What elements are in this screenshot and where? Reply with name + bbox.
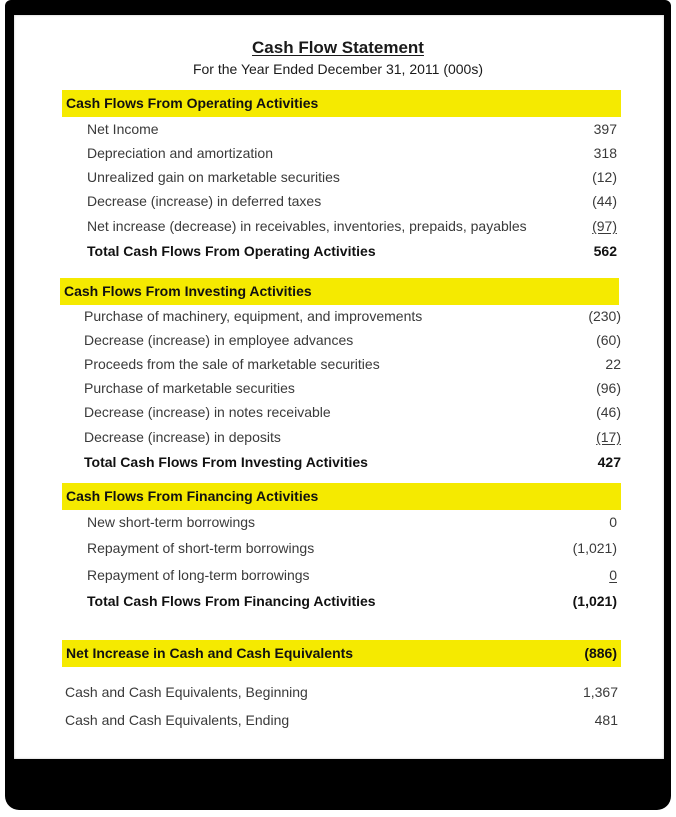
row-label: Decrease (increase) in notes receivable xyxy=(84,404,331,420)
row-label: Proceeds from the sale of marketable securities xyxy=(84,356,380,372)
operating-row xyxy=(87,167,617,187)
operating-row xyxy=(87,119,617,139)
row-label: New short-term borrowings xyxy=(87,514,256,530)
financing-header xyxy=(62,483,621,510)
financing-row xyxy=(87,565,617,585)
row-value: 0 xyxy=(609,567,617,583)
financing-row xyxy=(87,538,617,558)
total-label: Total Cash Flows From Investing Activities xyxy=(84,454,368,470)
row-value: (17) xyxy=(596,429,621,445)
row-label: Decrease (increase) in deferred taxes xyxy=(87,193,322,209)
row-label: Net Income xyxy=(87,121,159,137)
row-value: (230) xyxy=(588,308,621,324)
row-value: (96) xyxy=(596,380,621,396)
row-value: (44) xyxy=(592,193,617,209)
total-label: Total Cash Flows From Financing Activities xyxy=(87,593,376,609)
row-value: 318 xyxy=(593,145,617,161)
total-label: Total Cash Flows From Operating Activities xyxy=(87,243,376,259)
operating-row xyxy=(87,143,617,163)
investing-row xyxy=(84,306,621,326)
investing-row xyxy=(84,354,621,374)
investing-row xyxy=(84,330,621,350)
investing-header xyxy=(60,278,619,305)
net-increase-row xyxy=(62,640,621,667)
operating-total-row xyxy=(87,241,617,261)
net-increase-value: (886) xyxy=(584,645,617,661)
row-label: Decrease (increase) in employee advances xyxy=(84,332,354,348)
row-value: 22 xyxy=(605,356,621,372)
row-value: 481 xyxy=(594,712,618,728)
financing-total-row xyxy=(87,591,617,611)
row-value: 0 xyxy=(609,514,617,530)
cash-ending-row xyxy=(65,710,618,730)
statement-subtitle: For the Year Ended December 31, 2011 (000s) xyxy=(192,61,484,77)
row-label: Unrealized gain on marketable securities xyxy=(87,169,340,185)
row-value: (97) xyxy=(592,218,617,234)
row-label: Cash and Cash Equivalents, Beginning xyxy=(65,684,308,700)
investing-header-label: Cash Flows From Investing Activities xyxy=(64,283,312,299)
row-label: Depreciation and amortization xyxy=(87,145,273,161)
row-label: Decrease (increase) in deposits xyxy=(84,429,281,445)
operating-row xyxy=(87,191,617,211)
investing-row xyxy=(84,427,621,447)
investing-row xyxy=(84,378,621,398)
row-label: Repayment of short-term borrowings xyxy=(87,540,315,556)
row-value: 397 xyxy=(593,121,617,137)
statement-title: Cash Flow Statement xyxy=(252,38,424,57)
total-value: 427 xyxy=(597,454,621,470)
cash-beginning-row xyxy=(65,682,618,702)
row-value: (46) xyxy=(596,404,621,420)
operating-row xyxy=(87,216,617,236)
operating-header-label: Cash Flows From Operating Activities xyxy=(66,95,319,111)
row-label: Net increase (decrease) in receivables, inventories, prepaids, payables xyxy=(87,218,527,234)
row-label: Purchase of machinery, equipment, and improvements xyxy=(84,308,423,324)
investing-total-row xyxy=(84,452,621,472)
row-label: Cash and Cash Equivalents, Ending xyxy=(65,712,290,728)
operating-header xyxy=(62,90,621,117)
row-label: Purchase of marketable securities xyxy=(84,380,295,396)
financing-header-label: Cash Flows From Financing Activities xyxy=(66,488,319,504)
row-value: (1,021) xyxy=(572,540,617,556)
row-value: 1,367 xyxy=(582,684,618,700)
net-increase-label: Net Increase in Cash and Cash Equivalents xyxy=(66,645,354,661)
row-value: (60) xyxy=(596,332,621,348)
row-value: (12) xyxy=(592,169,617,185)
row-label: Repayment of long-term borrowings xyxy=(87,567,310,583)
financing-row xyxy=(87,512,617,532)
total-value: (1,021) xyxy=(572,593,617,609)
total-value: 562 xyxy=(593,243,617,259)
investing-row xyxy=(84,402,621,422)
